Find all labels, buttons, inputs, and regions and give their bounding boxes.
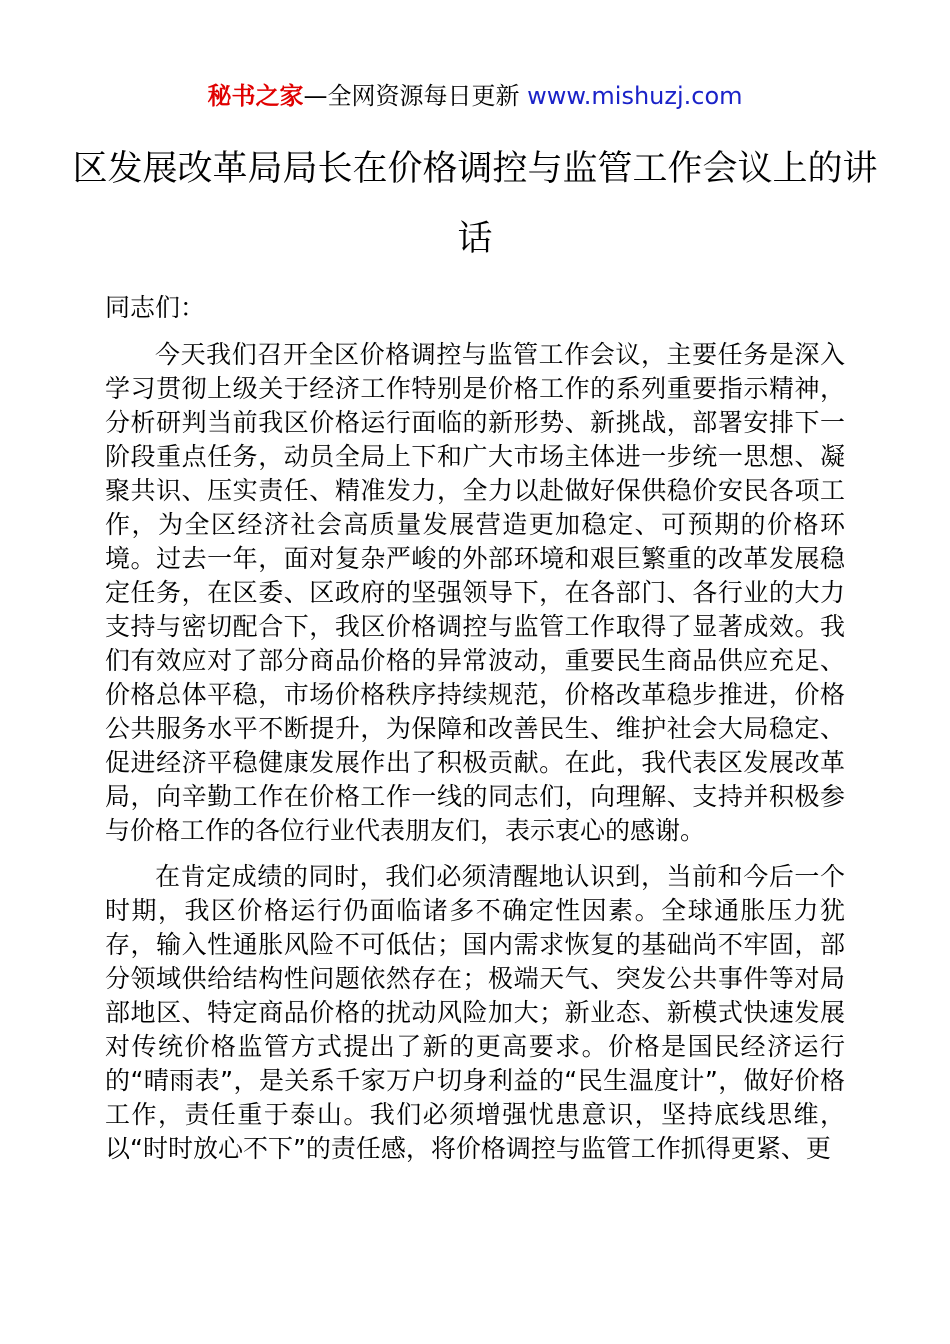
- document-body: [105, 338, 845, 1166]
- salutation: 同志们：: [105, 293, 206, 322]
- document-title: 区发展改革局局长在价格调控与监管工作会议上的讲话: [72, 149, 878, 259]
- site-url-link[interactable]: www.mishuzj.com: [527, 82, 743, 110]
- site-header: [0, 80, 950, 112]
- brand-name: 秘书之家: [207, 82, 304, 110]
- body-paragraph-2: 在肯定成绩的同时，我们必须清醒地认识到，当前和今后一个时期，我区价格运行仍面临诸多不确定性因素。全球通胀压力犹存，输入性通胀风险不可低估；国内需求恢复的基础尚不牢固，部分领域供给结构性问题依然存在；极端天气、突发公共事件等对局部地区、特定商品价格的扰动风险加大；新业态、新模式快速发展对传统价格监管方式提出了新的更高要求。价格是国民经济运行的“晴雨表”，是关系千家万户切身利益的“民生温度计”，做好价格工作，责任重于泰山。我们必须增强忧患意识，坚持底线思维，以“时时放心不下”的责任感，将价格调控与监管工作抓得更紧、更: [105, 862, 845, 1163]
- header-tagline: —全网资源每日更新: [303, 82, 528, 110]
- body-paragraph-1: 今天我们召开全区价格调控与监管工作会议，主要任务是深入学习贯彻上级关于经济工作特别是价格工作的系列重要指示精神，分析研判当前我区价格运行面临的新形势、新挑战，部署安排下一阶段重点任务，动员全局上下和广大市场主体进一步统一思想、凝聚共识、压实责任、精准发力，全力以赴做好保供稳价安民各项工作，为全区经济社会高质量发展营造更加稳定、可预期的价格环境。过去一年，面对复杂严峻的外部环境和艰巨繁重的改革发展稳定任务，在区委、区政府的坚强领导下，在各部门、各行业的大力支持与密切配合下，我区价格调控与监管工作取得了显著成效。我们有效应对了部分商品价格的异常波动，重要民生商品供应充足、价格总体平稳，市场价格秩序持续规范，价格改革稳步推进，价格公共服务水平不断提升，为保障和改善民生、维护社会大局稳定、促进经济平稳健康发展作出了积极贡献。在此，我代表区发展改革局，向辛勤工作在价格工作一线的同志们，向理解、支持并积极参与价格工作的各位行业代表朋友们，表示衷心的感谢。: [105, 340, 845, 845]
